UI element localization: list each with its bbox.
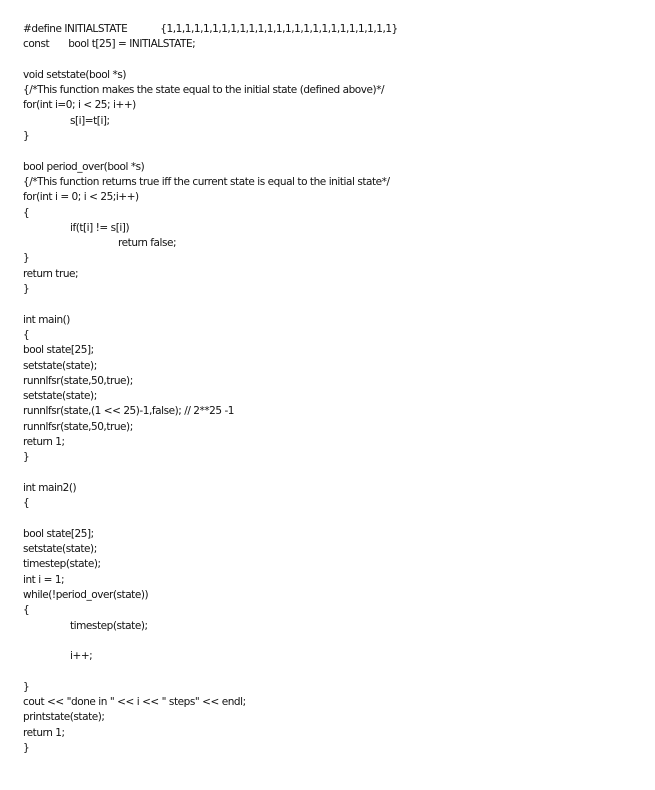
code-line (23, 190, 643, 205)
code-line (23, 634, 643, 649)
code-text: } (23, 741, 30, 754)
code-text: setstate(state); (23, 359, 97, 372)
code-line (23, 573, 643, 588)
code-text: while(!period_over(state)) (23, 588, 149, 601)
code-line (23, 83, 643, 98)
code-text: {/*This function makes the state equal to the initial state (defined above)*/ (23, 84, 385, 97)
code-line (23, 221, 643, 236)
code-line (23, 481, 643, 496)
code-line (23, 389, 643, 404)
code-text: setstate(state); (23, 543, 97, 556)
code-text: return 1; (23, 726, 65, 739)
code-text: } (23, 252, 30, 265)
code-line (23, 114, 643, 129)
code-line (23, 710, 643, 725)
code-line (23, 496, 643, 511)
code-text: i++; (70, 650, 93, 663)
code-line (23, 22, 643, 37)
code-line (23, 98, 643, 113)
code-line (23, 527, 643, 542)
code-line (23, 160, 643, 175)
code-text: return 1; (23, 436, 65, 449)
code-line (23, 695, 643, 710)
code-text: { (23, 604, 30, 617)
code-line (23, 144, 643, 159)
code-line (23, 420, 643, 435)
code-text: setstate(state); (23, 390, 97, 403)
code-text: { (23, 497, 30, 510)
code-line (23, 603, 643, 618)
code-text: } (23, 451, 30, 464)
code-text: cout << "done in " << i << " steps" << endl; (23, 696, 246, 709)
code-text: bool t[25] = INITIALSTATE; (68, 38, 196, 51)
code-text: {1,1,1,1,1,1,1,1,1,1,1,1,1,1,1,1,1,1,1,1,1,1,1,1,1} (160, 23, 398, 35)
code-line (23, 37, 643, 52)
code-text: } (23, 283, 30, 296)
code-text: bool period_over(bool *s) (23, 160, 145, 173)
code-line (23, 206, 643, 221)
code-line (23, 435, 643, 450)
code-line (23, 726, 643, 741)
code-text: if(t[i] != s[i]) (70, 221, 130, 234)
code-text: for(int i=0; i < 25; i++) (23, 99, 136, 112)
code-text: int main() (23, 313, 70, 326)
code-text: int i = 1; (23, 573, 65, 586)
code-line (23, 649, 643, 664)
code-line (23, 542, 643, 557)
code-text: runnlfsr(state,50,true); (23, 374, 133, 387)
code-text: #define INITIALSTATE (23, 23, 128, 35)
code-line (23, 619, 643, 634)
code-text: {/*This function returns true iff the current state is equal to the initial state*/ (23, 175, 390, 188)
code-line (23, 343, 643, 358)
code-line (23, 588, 643, 603)
code-line (23, 664, 643, 679)
code-line (23, 450, 643, 465)
code-text: runnlfsr(state,(1 << 25)-1,false); // 2**25 -1 (23, 405, 235, 418)
code-text: return false; (118, 237, 177, 250)
code-text: timestep(state); (70, 619, 148, 632)
code-line (23, 512, 643, 527)
code-line (23, 404, 643, 419)
code-line (23, 741, 643, 756)
code-line (23, 557, 643, 572)
code-text: printstate(state); (23, 711, 105, 724)
code-text: for(int i = 0; i < 25;i++) (23, 191, 139, 204)
code-text: void setstate(bool *s) (23, 68, 126, 81)
code-line (23, 374, 643, 389)
code-text: return true; (23, 267, 79, 280)
code-text: timestep(state); (23, 558, 101, 571)
code-line (23, 53, 643, 68)
code-line (23, 297, 643, 312)
code-text: { (23, 206, 30, 219)
code-line (23, 236, 643, 251)
code-line (23, 359, 643, 374)
code-text: } (23, 130, 30, 143)
code-line (23, 282, 643, 297)
code-line (23, 328, 643, 343)
code-text: s[i]=t[i]; (70, 114, 110, 127)
code-line (23, 680, 643, 695)
code-text: } (23, 680, 30, 693)
code-text: int main2() (23, 481, 77, 494)
code-line (23, 251, 643, 266)
code-line (23, 175, 643, 190)
code-line (23, 68, 643, 83)
code-line (23, 267, 643, 282)
code-text: bool state[25]; (23, 527, 94, 540)
code-line (23, 466, 643, 481)
code-text: const (23, 38, 50, 51)
code-text: runnlfsr(state,50,true); (23, 420, 133, 433)
code-text: bool state[25]; (23, 344, 94, 357)
code-line (23, 129, 643, 144)
code-listing (23, 22, 643, 756)
code-line (23, 313, 643, 328)
code-text: { (23, 328, 30, 341)
